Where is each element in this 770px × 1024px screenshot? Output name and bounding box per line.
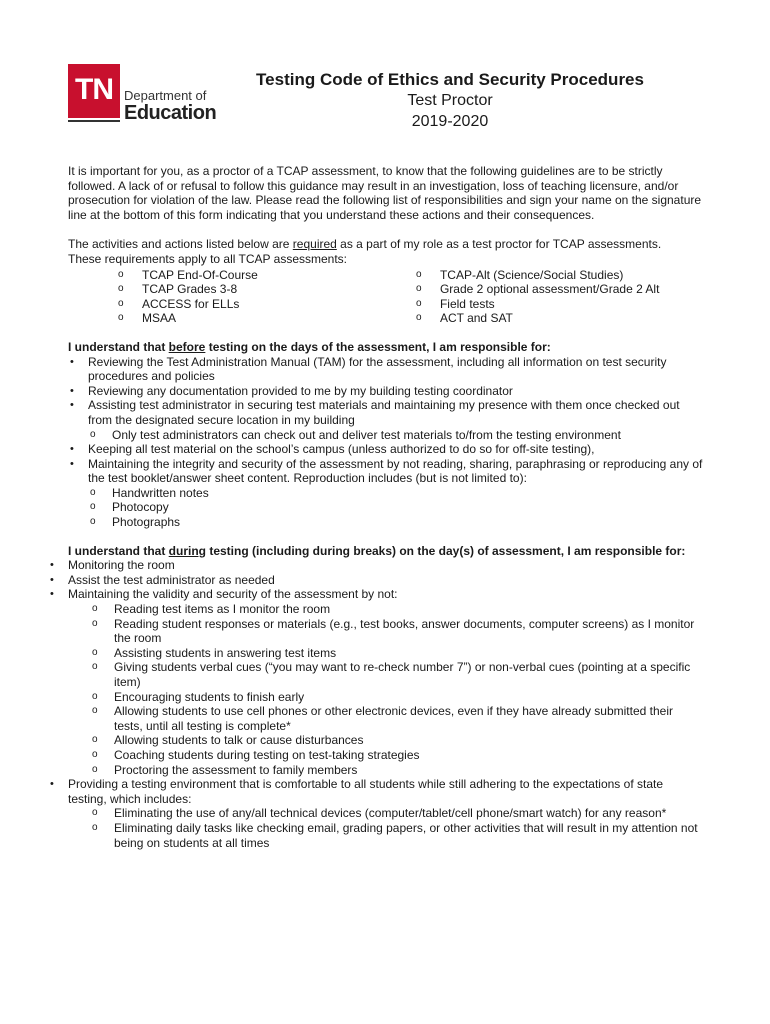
document-year: 2019-2020 [411,113,489,130]
list-item: • Monitoring the room [68,558,704,573]
list-item: o TCAP Grades 3-8 [118,282,416,297]
document-header [250,69,650,132]
reproduction-list [88,486,704,530]
list-item: o Photocopy [88,500,704,515]
assessment-list-right [416,268,704,326]
list-item: o Assisting students in answering test items [90,646,704,661]
list-item: • Maintaining the integrity and security of the assessment by not reading, sharing, paraphrasing or reproducing any of the test booklet/answer sheet content. Reproduction includes (but is not limited to): o Handwritten notes o Photocopy o Photographs [68,457,704,530]
list-item: o Allowing students to talk or cause disturbances [90,733,704,748]
list-item: o Allowing students to use cell phones or other electronic devices, even if they have already submitted their tests, until all testing is complete* [90,704,704,733]
tn-education-logo [68,64,218,124]
list-item: • Keeping all test material on the school’s campus (unless authorized to do so for off-site testing), [68,442,704,457]
list-item: o Field tests [416,297,704,312]
list-item: o Coaching students during testing on test-taking strategies [90,748,704,763]
intro-paragraph: It is important for you, as a proctor of a TCAP assessment, to know that the following guidelines are to be strictly followed. A lack of or refusal to follow this guidance may result in an investigation, loss of teaching licensure, and/or prosecution for violation of the law. Please read the following list of responsibilities and sign your name on the signature line at the bottom of this form indicating that you understand these actions and their consequences. [68,164,702,222]
list-item: o Eliminating the use of any/all technical devices (computer/tablet/cell phone/smart watch) for any reason* [90,806,704,821]
list-item: • Assisting test administrator in securing test materials and maintaining my presence with them once checked out from the designated secure location in my building o Only test administrators can check out and deliver test materials to/from the testing environment [68,398,704,442]
list-item: • Assist the test administrator as needed [68,573,704,588]
tn-logo-mark: TN [68,64,120,118]
not-list [90,602,704,777]
environment-list [90,806,704,850]
document-title: Testing Code of Ethics and Security Procedures [256,70,644,89]
list-item: o Handwritten notes [88,486,704,501]
list-item: o TCAP End-Of-Course [118,268,416,283]
list-item: • Providing a testing environment that is comfortable to all students while still adhering to the expectations of state testing, which includes: o Eliminating the use of any/all technical devices (computer/tablet/cell phone/smart watch) for any reason* o Eliminating daily tasks like checking email, grading papers, or other activities that will result in my attention not being on students at all times [68,777,704,850]
list-item: • Maintaining the validity and security of the assessment by not: o Reading test items as I monitor the room o Reading student responses or materials (e.g., test books, answer documents, computer screens) as I monitor the room o Assisting students in answering test items o Giving students verbal cues (“you may want to re-check number 7”) or non-verbal cues (pointing at a specific item) o Encouraging students to finish early o Allowing students to use cell phones or other electronic devices, even if they have already submitted their tests, until all testing is complete* o Allowing students to talk or cause disturbances o Coaching students during testing on test-taking strategies o Proctoring the assessment to family members [68,587,704,777]
list-item: o MSAA [118,311,416,326]
list-item: o Reading test items as I monitor the room [90,602,704,617]
list-item: o Eliminating daily tasks like checking email, grading papers, or other activities that will result in my attention not being on students at all times [90,821,704,850]
logo-department-text: Department of [124,88,207,103]
list-item: o ACCESS for ELLs [118,297,416,312]
list-item: o Encouraging students to finish early [90,690,704,705]
list-item: o Only test administrators can check out and deliver test materials to/from the testing environment [88,428,704,443]
list-item: o TCAP-Alt (Science/Social Studies) [416,268,704,283]
list-item: • Reviewing the Test Administration Manual (TAM) for the assessment, including all information on test security procedures and policies [68,355,704,384]
list-item: o Photographs [88,515,704,530]
assessment-list-left [118,268,416,326]
requirements-line2: These requirements apply to all TCAP assessments: [68,251,348,266]
requirements-lead: The activities and actions listed below are required as a part of my role as a test proctor for TCAP assessments. [68,237,662,252]
during-list [68,558,704,850]
before-sublist [88,428,704,443]
assessment-list [118,268,704,326]
list-item: o Grade 2 optional assessment/Grade 2 Alt [416,282,704,297]
list-item: o Giving students verbal cues (“you may want to re-check number 7”) or non-verbal cues (pointing at a specific item) [90,660,704,689]
before-heading: I understand that before testing on the days of the assessment, I am responsible for: [68,339,551,354]
list-item: o ACT and SAT [416,311,704,326]
list-item: • Reviewing any documentation provided to me by my building testing coordinator [68,384,704,399]
before-list [68,355,704,530]
logo-education-text: Education [124,102,217,124]
document-body [68,164,704,850]
list-item: o Proctoring the assessment to family members [90,763,704,778]
during-heading: I understand that during testing (including during breaks) on the day(s) of assessment, I am responsible for: [68,543,686,558]
document-role: Test Proctor [407,92,493,109]
list-item: o Reading student responses or materials (e.g., test books, answer documents, computer screens) as I monitor the room [90,617,704,646]
